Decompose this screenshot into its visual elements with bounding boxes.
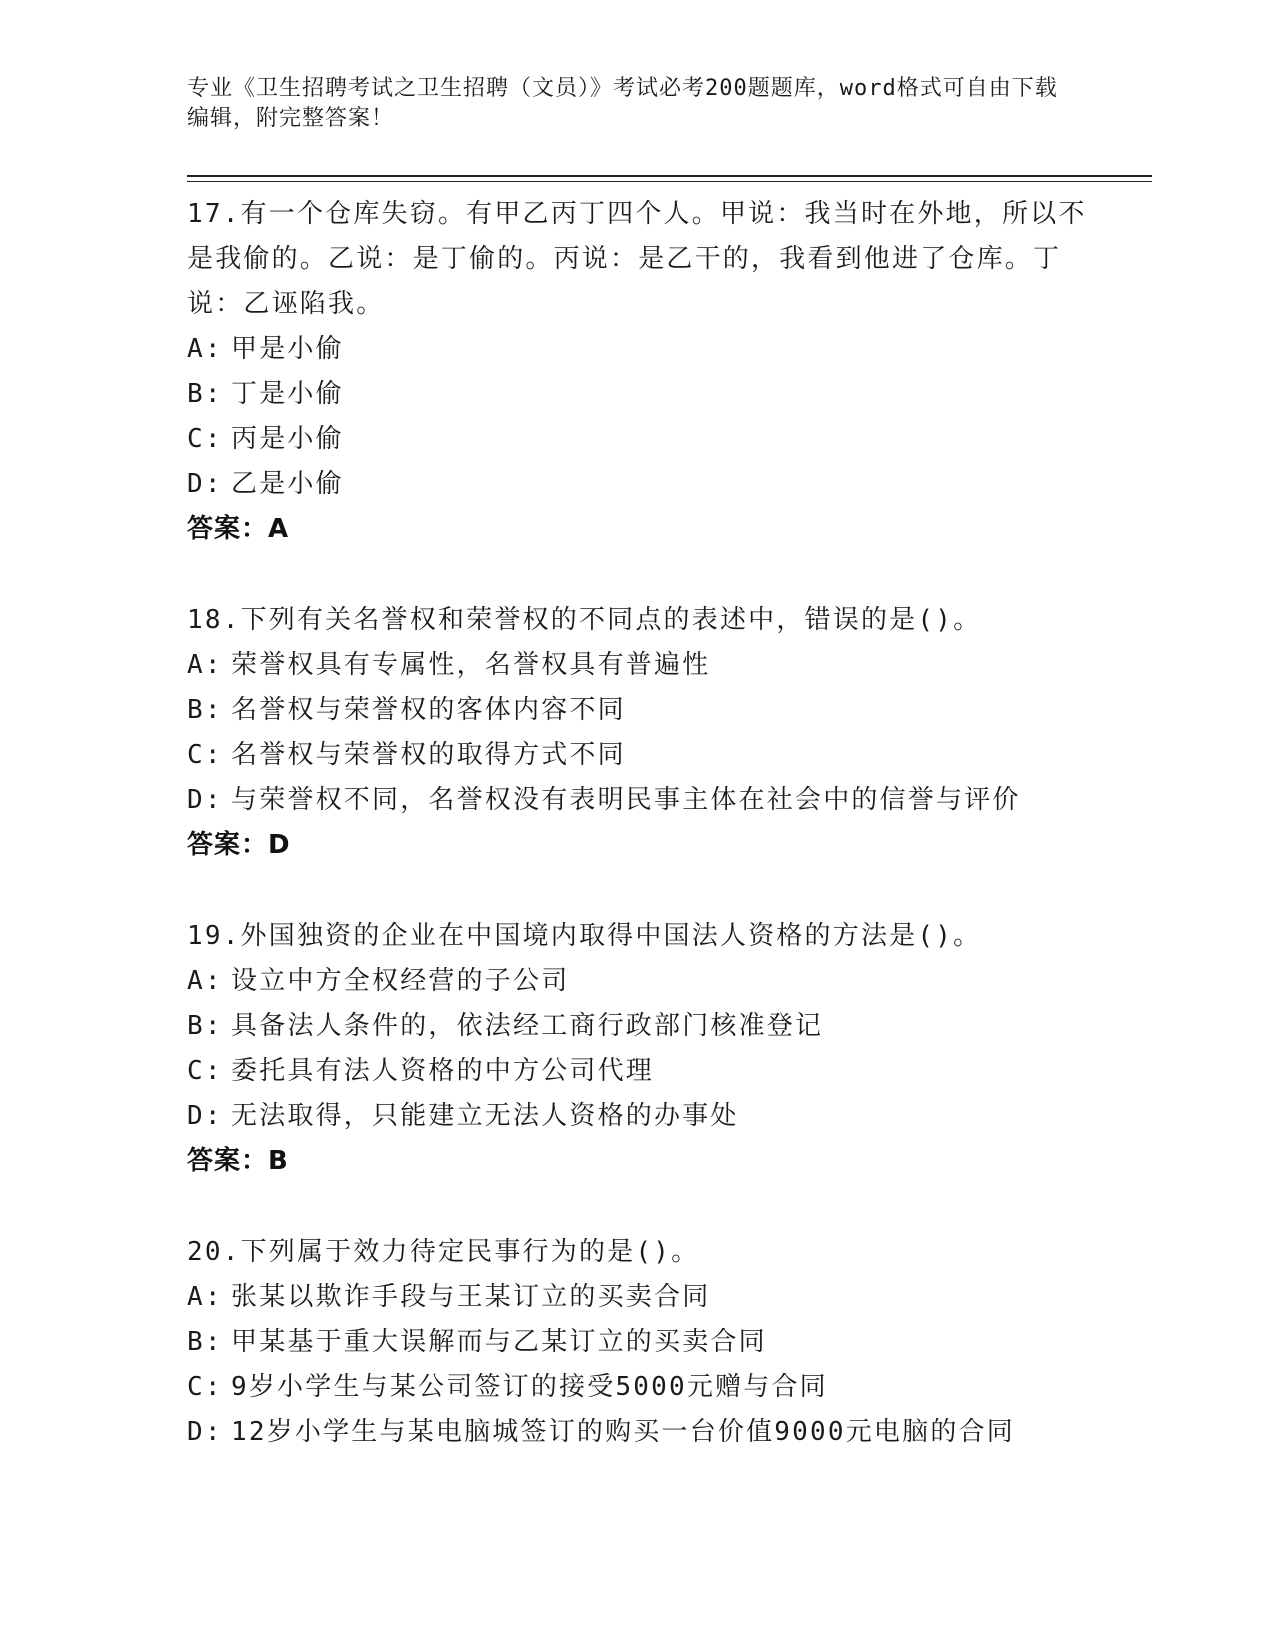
question-18 — [187, 598, 1087, 868]
question-17 — [187, 192, 1087, 552]
option-letter: A: — [187, 1282, 223, 1312]
option-text: 名誉权与荣誉权的取得方式不同 — [231, 740, 626, 770]
option-text: 乙是小偷 — [231, 469, 344, 499]
option-text: 设立中方全权经营的子公司 — [231, 966, 570, 996]
option-letter: D: — [187, 469, 223, 499]
option-letter: B: — [187, 1327, 223, 1357]
option-a — [187, 1275, 1087, 1320]
answer-line: 答案：D — [187, 830, 291, 860]
question-list — [187, 192, 1087, 1501]
option-text: 张某以欺诈手段与王某订立的买卖合同 — [231, 1282, 711, 1312]
option-text: 丙是小偷 — [231, 424, 344, 454]
question-19 — [187, 914, 1087, 1184]
option-a — [187, 959, 1087, 1004]
header-divider-thin — [187, 181, 1152, 182]
header-divider — [187, 175, 1152, 177]
option-letter: D: — [187, 1417, 223, 1447]
option-letter: C: — [187, 740, 223, 770]
document-header: 专业《卫生招聘考试之卫生招聘（文员）》考试必考200题题库，word格式可自由下载编辑，附完整答案！ — [187, 76, 1058, 131]
option-letter: C: — [187, 1372, 223, 1402]
option-a — [187, 643, 1087, 688]
option-text: 名誉权与荣誉权的客体内容不同 — [231, 695, 626, 725]
option-b — [187, 688, 1087, 733]
option-b — [187, 1004, 1087, 1049]
question-20 — [187, 1230, 1087, 1455]
option-d — [187, 778, 1087, 823]
option-letter: D: — [187, 1101, 223, 1131]
option-b — [187, 372, 1087, 417]
option-text: 甲是小偷 — [231, 334, 344, 364]
option-c — [187, 733, 1087, 778]
option-letter: A: — [187, 650, 223, 680]
option-text: 具备法人条件的，依法经工商行政部门核准登记 — [231, 1011, 824, 1041]
option-text: 无法取得，只能建立无法人资格的办事处 — [231, 1101, 739, 1131]
option-c — [187, 1365, 1087, 1410]
answer-line: 答案：A — [187, 514, 290, 544]
option-d — [187, 462, 1087, 507]
question-stem: 19.外国独资的企业在中国境内取得中国法人资格的方法是()。 — [187, 921, 982, 951]
answer-line: 答案：B — [187, 1146, 289, 1176]
question-stem: 18.下列有关名誉权和荣誉权的不同点的表述中，错误的是()。 — [187, 605, 982, 635]
option-text: 甲某基于重大误解而与乙某订立的买卖合同 — [231, 1327, 767, 1357]
option-letter: C: — [187, 1056, 223, 1086]
option-text: 12岁小学生与某电脑城签订的购买一台价值9000元电脑的合同 — [231, 1417, 1015, 1447]
option-letter: B: — [187, 695, 223, 725]
option-d — [187, 1410, 1087, 1455]
option-text: 丁是小偷 — [231, 379, 344, 409]
option-text: 9岁小学生与某公司签订的接受5000元赠与合同 — [231, 1372, 828, 1402]
option-letter: B: — [187, 379, 223, 409]
question-stem: 17.有一个仓库失窃。有甲乙丙丁四个人。甲说：我当时在外地，所以不是我偷的。乙说：是丁偷的。丙说：是乙干的，我看到他进了仓库。丁说：乙诬陷我。 — [187, 199, 1087, 319]
option-d — [187, 1094, 1087, 1139]
option-c — [187, 1049, 1087, 1094]
option-letter: A: — [187, 966, 223, 996]
option-text: 荣誉权具有专属性，名誉权具有普遍性 — [231, 650, 711, 680]
option-letter: B: — [187, 1011, 223, 1041]
option-c — [187, 417, 1087, 462]
option-letter: D: — [187, 785, 223, 815]
option-a — [187, 327, 1087, 372]
option-text: 与荣誉权不同，名誉权没有表明民事主体在社会中的信誉与评价 — [231, 785, 1021, 815]
option-letter: C: — [187, 424, 223, 454]
question-stem: 20.下列属于效力待定民事行为的是()。 — [187, 1237, 700, 1267]
option-text: 委托具有法人资格的中方公司代理 — [231, 1056, 655, 1086]
option-letter: A: — [187, 334, 223, 364]
option-b — [187, 1320, 1087, 1365]
